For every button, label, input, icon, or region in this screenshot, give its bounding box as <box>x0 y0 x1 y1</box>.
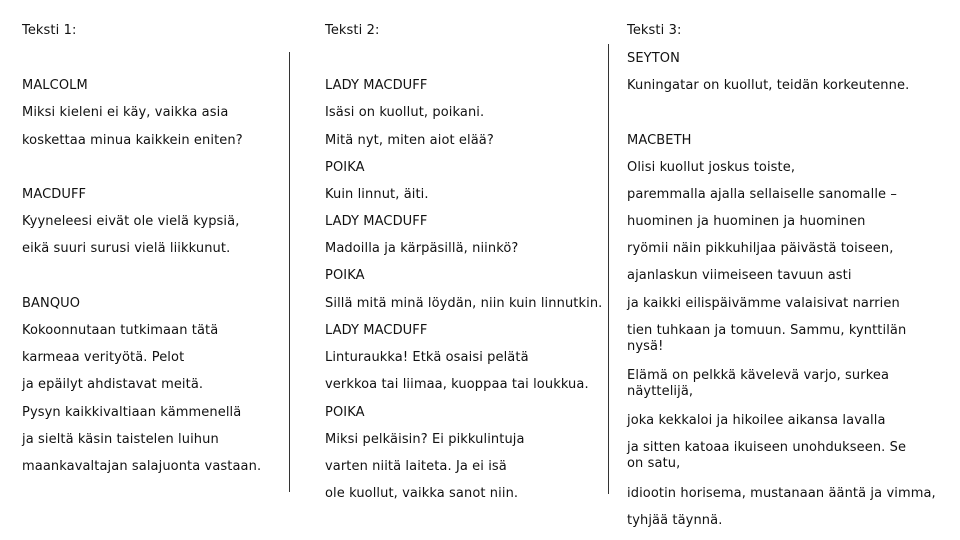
column-2-header: Teksti 2: <box>325 23 380 38</box>
verse-line: Kyyneleesi eivät ole vielä kypsiä, <box>22 214 240 229</box>
verse-line: ryömii näin pikkuhiljaa päivästä toiseen, <box>627 241 894 256</box>
verse-line: eikä suuri surusi vielä liikkunut. <box>22 241 231 256</box>
column-3-header: Teksti 3: <box>627 23 682 38</box>
column-divider-1 <box>289 52 290 492</box>
speaker-name: POIKA <box>325 268 365 283</box>
verse-line: joka kekkaloi ja hikoilee aikansa lavalla <box>627 413 886 428</box>
verse-line: tien tuhkaan ja tomuun. Sammu, kynttilän nysä! <box>627 323 907 354</box>
speaker-name: SEYTON <box>627 51 680 66</box>
verse-line: ajanlaskun viimeiseen tavuun asti <box>627 268 852 283</box>
verse-line: varten niitä laiteta. Ja ei isä <box>325 459 507 474</box>
verse-line: maankavaltajan salajuonta vastaan. <box>22 459 262 474</box>
verse-line: Sillä mitä minä löydän, niin kuin linnutkin. <box>325 296 603 311</box>
speaker-name: BANQUO <box>22 296 81 311</box>
verse-line: ja sitten katoaa ikuiseen unohdukseen. Se on satu, <box>627 440 907 471</box>
verse-line: Kuin linnut, äiti. <box>325 187 429 202</box>
speaker-name: MACBETH <box>627 133 692 148</box>
verse-line: Elämä on pelkkä kävelevä varjo, surkea näyttelijä, <box>627 368 890 399</box>
verse-line: Miksi kieleni ei käy, vaikka asia <box>22 105 229 120</box>
verse-line: tyhjää täynnä. <box>627 513 723 528</box>
verse-line: Linturaukka! Etkä osaisi pelätä <box>325 350 529 365</box>
speaker-name: MACDUFF <box>22 187 87 202</box>
speaker-name: LADY MACDUFF <box>325 78 428 93</box>
verse-line: Madoilla ja kärpäsillä, niinkö? <box>325 241 519 256</box>
column-1-header: Teksti 1: <box>22 23 77 38</box>
verse-line: verkkoa tai liimaa, kuoppaa tai loukkua. <box>325 377 589 392</box>
verse-line: huominen ja huominen ja huominen <box>627 214 866 229</box>
verse-line: Mitä nyt, miten aiot elää? <box>325 133 494 148</box>
verse-line: ole kuollut, vaikka sanot niin. <box>325 486 519 501</box>
speaker-name: POIKA <box>325 160 365 175</box>
verse-line: koskettaa minua kaikkein eniten? <box>22 133 243 148</box>
verse-line: ja epäilyt ahdistavat meitä. <box>22 377 204 392</box>
verse-line: ja sieltä käsin taistelen luihun <box>22 432 219 447</box>
verse-line: Miksi pelkäisin? Ei pikkulintuja <box>325 432 525 447</box>
verse-line: Olisi kuollut joskus toiste, <box>627 160 796 175</box>
verse-line: paremmalla ajalla sellaiselle sanomalle – <box>627 187 897 202</box>
verse-line: idiootin horisema, mustanaan ääntä ja vimma, <box>627 486 936 501</box>
speaker-name: MALCOLM <box>22 78 88 93</box>
verse-line: Isäsi on kuollut, poikani. <box>325 105 485 120</box>
speaker-name: POIKA <box>325 405 365 420</box>
verse-line: karmeaa verityötä. Pelot <box>22 350 185 365</box>
column-divider-2 <box>608 44 609 494</box>
verse-line: ja kaikki eilispäivämme valaisivat narrien <box>627 296 900 311</box>
verse-line: Kokoonnutaan tutkimaan tätä <box>22 323 219 338</box>
verse-line: Pysyn kaikkivaltiaan kämmenellä <box>22 405 242 420</box>
speaker-name: LADY MACDUFF <box>325 323 428 338</box>
verse-line: Kuningatar on kuollut, teidän korkeutenne. <box>627 78 910 93</box>
speaker-name: LADY MACDUFF <box>325 214 428 229</box>
